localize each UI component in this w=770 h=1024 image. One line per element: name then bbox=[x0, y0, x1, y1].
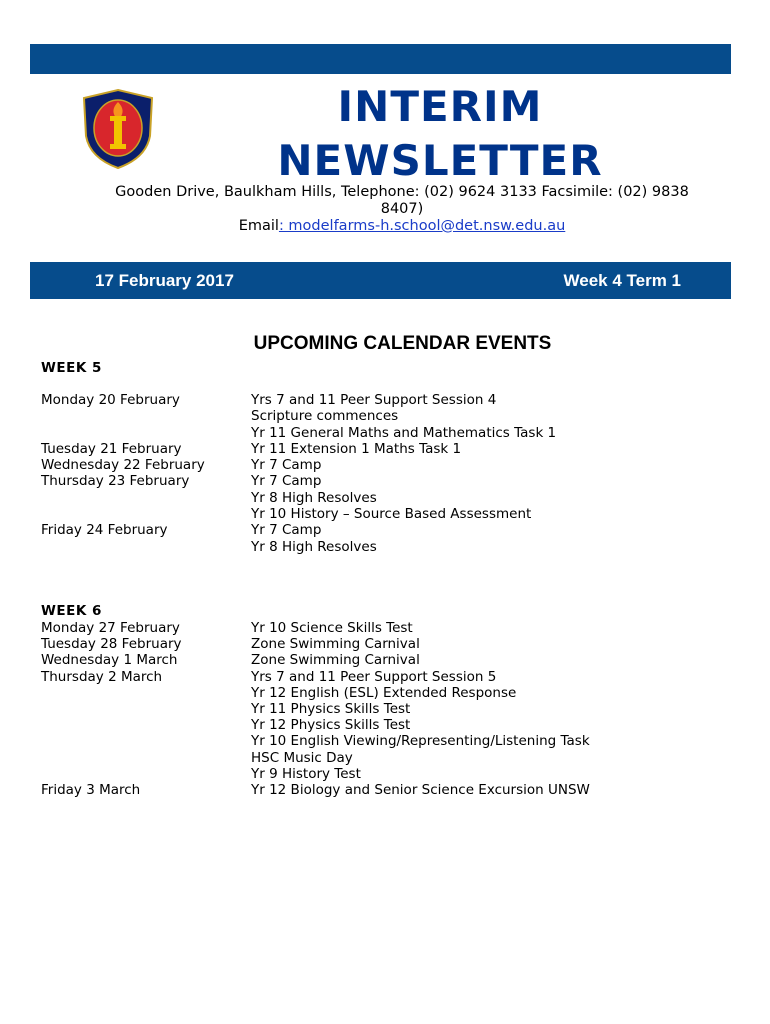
title-line-2: NEWSLETTER bbox=[277, 136, 603, 185]
contact-email-line bbox=[72, 218, 732, 235]
contact-fax-continued: 8407) bbox=[380, 201, 424, 217]
email-label: Email bbox=[238, 218, 279, 234]
event-item: Yrs 7 and 11 Peer Support Session 4 bbox=[251, 392, 497, 408]
day-label: Wednesday 1 March bbox=[41, 652, 178, 668]
term-week: Week 4 Term 1 bbox=[563, 271, 681, 290]
contact-info bbox=[72, 184, 732, 235]
top-banner-bar bbox=[30, 44, 731, 74]
event-item: Yr 11 General Maths and Mathematics Task 1 bbox=[251, 425, 557, 441]
week-heading: WEEK 5 bbox=[41, 360, 102, 376]
section-title: UPCOMING CALENDAR EVENTS bbox=[253, 333, 552, 354]
event-item: Yr 12 Physics Skills Test bbox=[251, 717, 411, 733]
event-item: Yr 9 History Test bbox=[251, 766, 361, 782]
event-item: Zone Swimming Carnival bbox=[251, 652, 420, 668]
day-label: Monday 27 February bbox=[41, 620, 180, 636]
event-item: Yr 10 Science Skills Test bbox=[251, 620, 413, 636]
event-item: Yr 7 Camp bbox=[251, 522, 322, 538]
day-label: Friday 24 February bbox=[41, 522, 168, 538]
school-crest-logo bbox=[80, 88, 156, 170]
contact-address-line: Gooden Drive, Baulkham Hills, Telephone: (02) 9624 3133 Facsimile: (02) 9838 bbox=[115, 184, 689, 200]
week-heading: WEEK 6 bbox=[41, 603, 102, 619]
newsletter-date: 17 February 2017 bbox=[95, 271, 234, 290]
day-label: Thursday 23 February bbox=[41, 473, 190, 489]
event-item: Yr 12 Biology and Senior Science Excursion UNSW bbox=[251, 782, 590, 798]
event-item: Yr 7 Camp bbox=[251, 457, 322, 473]
event-item: Yr 11 Extension 1 Maths Task 1 bbox=[251, 441, 462, 457]
date-banner bbox=[30, 262, 731, 299]
event-item: Yr 7 Camp bbox=[251, 473, 322, 489]
event-item: Yr 10 English Viewing/Representing/Listening Task bbox=[251, 733, 590, 749]
event-item: Yr 12 English (ESL) Extended Response bbox=[251, 685, 517, 701]
day-label: Tuesday 28 February bbox=[41, 636, 182, 652]
newsletter-title bbox=[160, 80, 720, 188]
day-label: Tuesday 21 February bbox=[41, 441, 182, 457]
event-item: Yr 8 High Resolves bbox=[251, 490, 377, 506]
event-item: HSC Music Day bbox=[251, 750, 353, 766]
event-item: Yr 8 High Resolves bbox=[251, 539, 377, 555]
day-label: Wednesday 22 February bbox=[41, 457, 205, 473]
email-link[interactable]: : modelfarms-h.school@det.nsw.edu.au bbox=[278, 218, 566, 234]
event-item: Yrs 7 and 11 Peer Support Session 5 bbox=[251, 669, 497, 685]
event-item: Zone Swimming Carnival bbox=[251, 636, 420, 652]
title-line-1: INTERIM bbox=[337, 82, 543, 131]
day-label: Monday 20 February bbox=[41, 392, 180, 408]
day-label: Thursday 2 March bbox=[41, 669, 163, 685]
day-label: Friday 3 March bbox=[41, 782, 141, 798]
event-item: Yr 10 History – Source Based Assessment bbox=[251, 506, 532, 522]
event-item: Yr 11 Physics Skills Test bbox=[251, 701, 411, 717]
event-item: Scripture commences bbox=[251, 408, 399, 424]
